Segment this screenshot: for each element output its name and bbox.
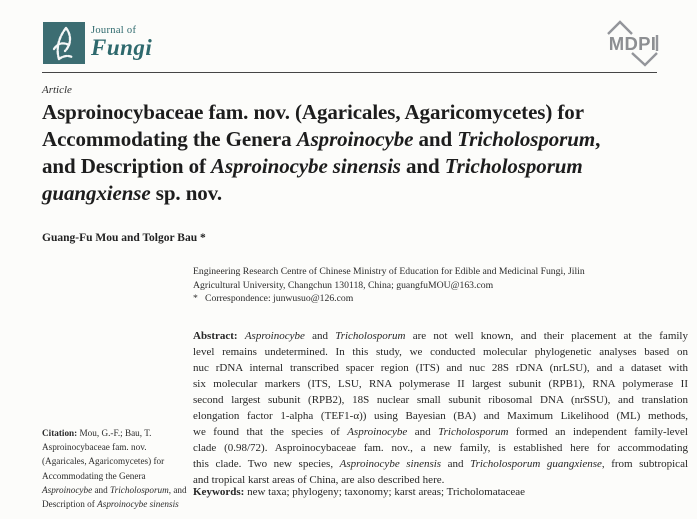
article-type-label: Article [42,84,72,96]
authors-line: Guang-Fu Mou and Tolgor Bau * [42,232,206,244]
abstract-line: we found that the species of Asproinocybe and Tricholosporum formed an independent family-level [193,426,688,438]
abstract-line: nuc rDNA internal transcribed spacer region (ITS) and nuc 28S rDNA (nrLSU), and a dataset with [193,362,688,374]
abstract-block [193,328,688,488]
correspondence-text: Correspondence: junwusuo@126.com [205,293,354,304]
citation-line: (Agaricales, Agaricomycetes) for [42,456,165,467]
journal-title-lockup [91,25,152,59]
correspondence-marker: * [193,293,198,304]
abstract-line: six molecular markers (ITS, LSU, RNA polymerase II largest subunit (RPB1), RNA polymerase II [193,378,688,390]
abstract-line: Abstract: Asproinocybe and Tricholosporum are not well known, and their placement at the family [193,330,688,342]
correspondence-line [193,292,585,306]
abstract-line: clade (0.98/72). Asproinocybaceae fam. nov., a new family, is established here for accommodating [193,442,688,454]
article-title [42,99,667,207]
citation-line: Citation: Mou, G.-F.; Bau, T. [42,428,152,438]
journal-of-fungi-logo-icon [43,22,85,64]
title-line: and Description of Asproinocybe sinensis and Tricholosporum [42,154,583,178]
abstract-line: second largest subunit (RPB2), 18S nuclear small subunit ribosomal DNA (nrSSU), and translation [193,394,688,406]
fungal-hyphae-icon [43,22,85,64]
citation-line: Asproinocybe and Tricholosporum, and [42,484,187,495]
citation-block [42,426,192,511]
title-line: Accommodating the Genera Asproinocybe and Tricholosporum, [42,127,601,151]
mdpi-hexagon-icon [600,16,680,70]
citation-line: Asproinocybaceae fam. nov. [42,442,147,453]
journal-name-prefix: Journal of [91,25,137,36]
affiliation-block [193,265,585,306]
abstract-line: this clade. Two new species, Asproinocybe sinensis and Tricholosporum guangxiense, from subtropical [193,458,689,470]
title-line: guangxiense sp. nov. [42,181,223,205]
mdpi-logo [600,16,680,70]
abstract-line: level remains undetermined. In this study, we conducted molecular phylogenetic analyses based on [193,346,688,358]
keywords-line: Keywords: new taxa; phylogeny; taxonomy; karst areas; Tricholomataceae [193,486,526,498]
abstract-line: elongation factor 1-alpha (TEF1-α)) using Bayesian (BA) and Maximum Likelihood (ML) methods, [193,410,688,422]
citation-line: Accommodating the Genera [42,470,146,481]
header-divider [42,72,657,73]
journal-name: Fungi [91,35,153,60]
affiliation-line: Engineering Research Centre of Chinese Ministry of Education for Edible and Medicinal Fungi, Jilin [193,266,585,277]
affiliation-line: Agricultural University, Changchun 130118, China; guangfuMOU@163.com [193,279,494,291]
mdpi-wordmark: MDPI [608,33,657,54]
abstract-line: and tropical karst areas of China, are also described here. [193,474,445,486]
title-line: Asproinocybaceae fam. nov. (Agaricales, Agaricomycetes) for [42,100,584,124]
citation-line: Description of Asproinocybe sinensis [42,499,179,510]
